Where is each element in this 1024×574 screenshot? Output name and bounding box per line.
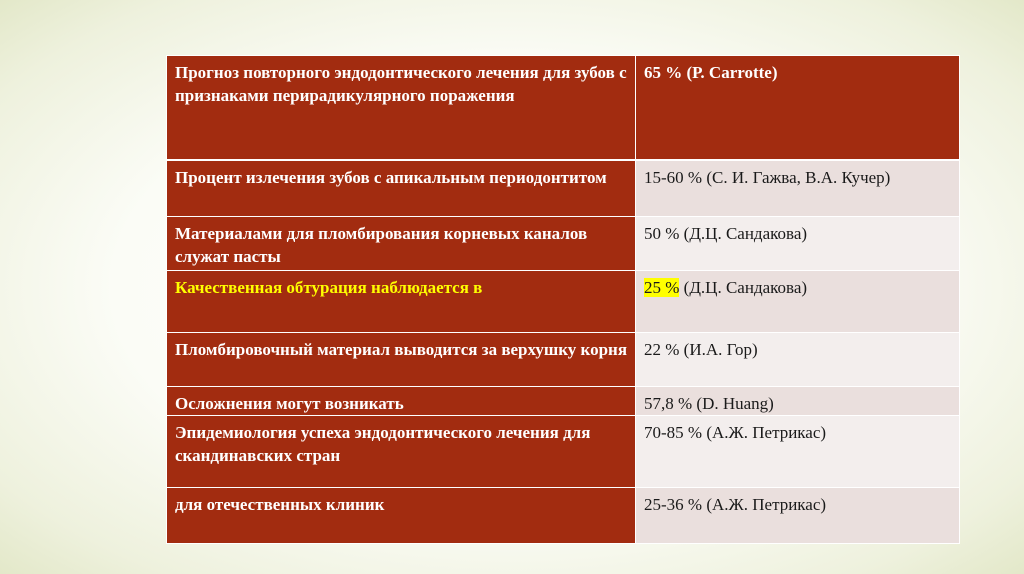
table-row	[167, 488, 960, 544]
table-row	[167, 217, 960, 271]
row-description: Качественная обтурация наблюдается в	[167, 271, 636, 333]
row-description: Эпидемиология успеха эндодонтического лечения для скандинавских стран	[167, 416, 636, 488]
highlighted-percentage: 25 %	[644, 278, 680, 297]
table-row	[167, 56, 960, 160]
row-value-source: (Д.Ц. Сандакова)	[679, 278, 808, 297]
row-description: Процент излечения зубов с апикальным периодонтитом	[167, 160, 636, 217]
table-row	[167, 333, 960, 387]
row-value: 22 % (И.А. Гор)	[636, 333, 960, 387]
row-value: 65 % (Р. Carrotte)	[636, 56, 960, 160]
row-value: 70-85 % (А.Ж. Петрикас)	[636, 416, 960, 488]
row-description: Пломбировочный материал выводится за верхушку корня	[167, 333, 636, 387]
row-value: 15-60 % (С. И. Гажва, В.А. Кучер)	[636, 160, 960, 217]
row-value: 25-36 % (А.Ж. Петрикас)	[636, 488, 960, 544]
row-description: Осложнения могут возникать	[167, 387, 636, 416]
table-row	[167, 271, 960, 333]
table-row	[167, 160, 960, 217]
table-row	[167, 387, 960, 416]
row-description: для отечественных клиник	[167, 488, 636, 544]
table-row	[167, 416, 960, 488]
row-value: 50 % (Д.Ц. Сандакова)	[636, 217, 960, 271]
row-value	[636, 271, 960, 333]
row-value: 57,8 % (D. Huang)	[636, 387, 960, 416]
endodontic-statistics-table	[166, 55, 960, 544]
row-description: Материалами для пломбирования корневых каналов служат пасты	[167, 217, 636, 271]
row-description: Прогноз повторного эндодонтического лечения для зубов с признаками перирадикулярного поражения	[167, 56, 636, 160]
